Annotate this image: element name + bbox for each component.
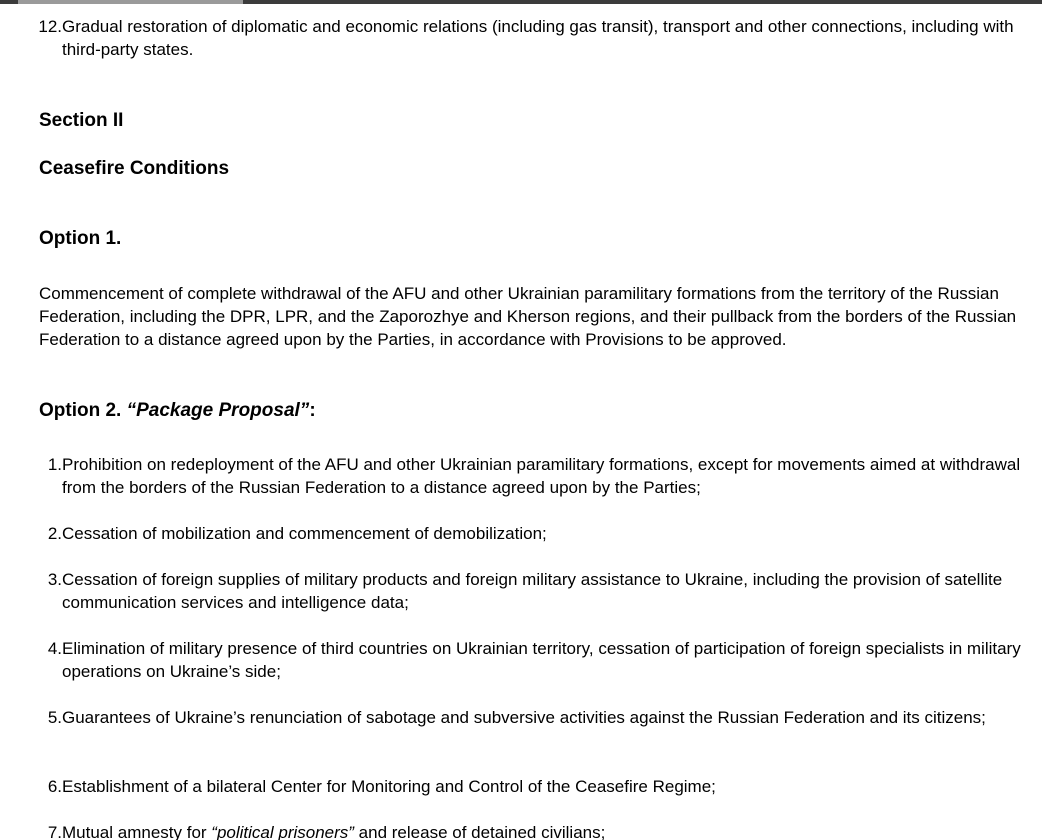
section-label: Section II <box>39 110 124 131</box>
list-number: 7. <box>47 823 62 840</box>
list-item-6 <box>26 775 1026 798</box>
option1-heading: Option 1. <box>39 228 122 249</box>
top-bar-tab <box>18 0 243 4</box>
list-text: Prohibition on redeployment of the AFU and other Ukrainian paramilitary formations, except for movements aimed at withdrawal from the borders of the Russian Federation to a distance agreed upon by the Parties; <box>62 455 1021 497</box>
list-item-1 <box>26 453 1026 499</box>
option2-heading-italic: “Package Proposal” <box>126 400 310 421</box>
list-number: 5. <box>47 708 62 727</box>
list-text: Cessation of mobilization and commencement of demobilization; <box>62 524 547 543</box>
list-text: Cessation of foreign supplies of military products and foreign military assistance to Ukraine, including the provision of satellite communication services and intelligence data; <box>62 570 1003 612</box>
top-bar <box>0 0 1042 4</box>
section-title: Ceasefire Conditions <box>39 158 230 179</box>
list-text: Establishment of a bilateral Center for Monitoring and Control of the Ceasefire Regime; <box>62 777 716 796</box>
list-item-2 <box>26 522 1026 545</box>
list-number: 4. <box>47 639 62 658</box>
list-item-12 <box>26 15 1026 61</box>
list-text <box>62 821 1026 840</box>
list-text-after: and release of detained civilians; <box>353 823 606 840</box>
list-number: 3. <box>47 570 62 589</box>
option2-heading-suffix: : <box>309 400 316 421</box>
list-number: 12. <box>38 17 62 36</box>
list-text: Elimination of military presence of third countries on Ukrainian territory, cessation of participation of foreign specialists in military operations on Ukraine’s side; <box>62 639 1021 681</box>
list-number: 2. <box>47 524 62 543</box>
option2-heading <box>39 399 316 422</box>
option1-paragraph: Commencement of complete withdrawal of the AFU and other Ukrainian paramilitary formations from the territory of the Russian Federation, including the DPR, LPR, and the Zaporozhye and Kherson regions, and their pullback from the borders of the Russian Federation to a distance agreed upon by the Parties, in accordance with Provisions to be approved. <box>39 284 1017 349</box>
list-item-7 <box>26 821 1026 840</box>
list-item-4 <box>26 637 1026 683</box>
list-item-3 <box>26 568 1026 614</box>
option2-heading-prefix: Option 2. <box>39 400 122 421</box>
list-number: 6. <box>47 777 62 796</box>
list-text: Guarantees of Ukraine’s renunciation of sabotage and subversive activities against the Russian Federation and its citizens; <box>62 708 986 727</box>
list-text-italic: “political prisoners” <box>211 823 354 840</box>
list-text-before: Mutual amnesty for <box>62 823 212 840</box>
list-number: 1. <box>47 455 62 474</box>
list-text: Gradual restoration of diplomatic and economic relations (including gas transit), transport and other connections, including with third-party states. <box>62 17 1014 59</box>
list-item-5 <box>26 706 1026 729</box>
